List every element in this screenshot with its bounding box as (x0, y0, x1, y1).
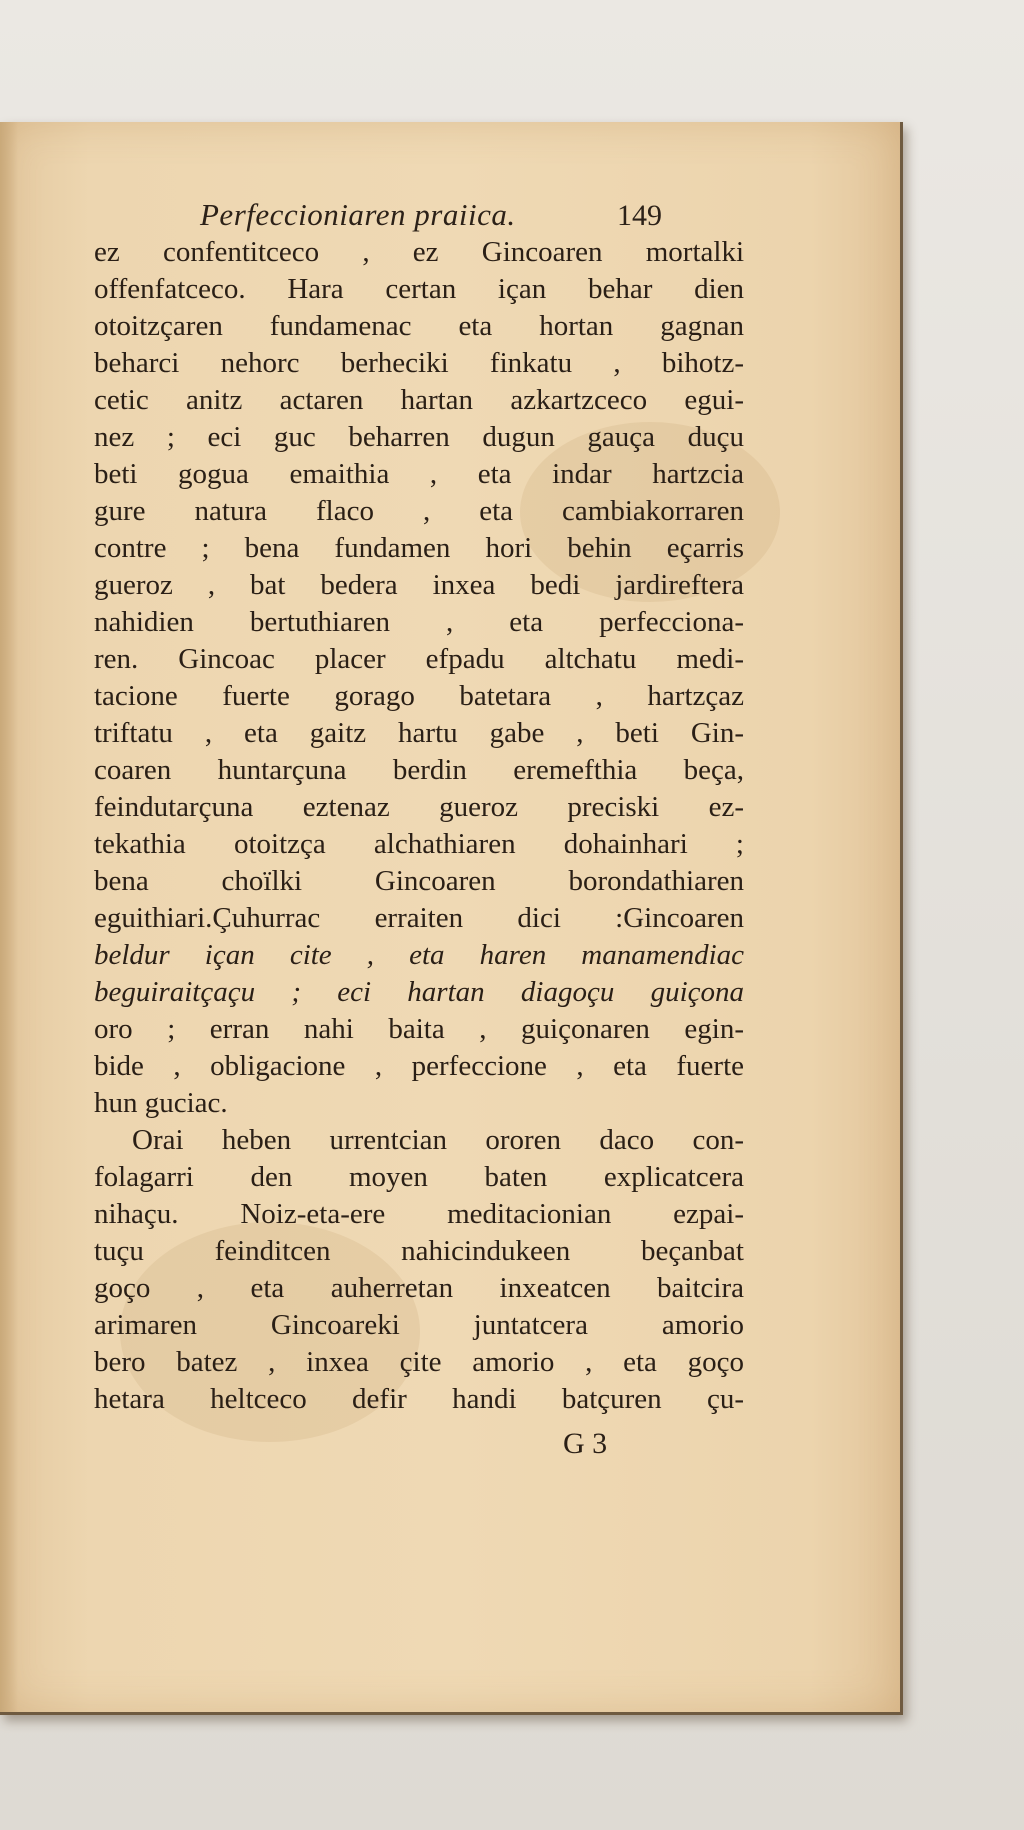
text-line: arimaren Gincoareki juntatcera amorio (94, 1309, 744, 1341)
text-line: bide , obligacione , perfeccione , eta fuerte (94, 1050, 744, 1082)
text-line: contre ; bena fundamen hori behin eçarris (94, 532, 744, 564)
text-line: nahidien bertuthiaren , eta perfecciona- (94, 606, 744, 638)
text-line: beldur içan cite , eta haren manamendiac (94, 939, 744, 971)
text-line: feindutarçuna eztenaz gueroz preciski ez- (94, 791, 744, 823)
text-line: tekathia otoitzça alchathiaren dohainhari ; (94, 828, 744, 860)
text-line: triftatu , eta gaitz hartu gabe , beti Gin- (94, 717, 744, 749)
text-line: gure natura flaco , eta cambiakorraren (94, 495, 744, 527)
text-line: ren. Gincoac placer efpadu altchatu medi- (94, 643, 744, 675)
page-gutter-shadow (0, 122, 18, 1712)
text-line: beharci nehorc berheciki finkatu , bihotz- (94, 347, 744, 379)
text-line: tacione fuerte gorago batetara , hartzçaz (94, 680, 744, 712)
text-line: beguiraitçaçu ; eci hartan diagoçu guiçona (94, 976, 744, 1008)
text-line: otoitzçaren fundamenac eta hortan gagnan (94, 310, 744, 342)
text-line: cetic anitz actaren hartan azkartzceco egui- (94, 384, 744, 416)
text-line: bero batez , inxea çite amorio , eta goço (94, 1346, 744, 1378)
text-line: coaren huntarçuna berdin eremefthia beça, (94, 754, 744, 786)
text-line: ez confentitceco , ez Gincoaren mortalki (94, 236, 744, 268)
body-text (94, 234, 744, 1418)
text-line: offenfatceco. Hara certan içan behar dien (94, 273, 744, 305)
text-line: bena choïlki Gincoaren borondathiaren (94, 865, 744, 897)
text-line: nez ; eci guc beharren dugun gauça duçu (94, 421, 744, 453)
text-line: folagarri den moyen baten explicatcera (94, 1161, 744, 1193)
text-line: goço , eta auherretan inxeatcen baitcira (94, 1272, 744, 1304)
text-line: Orai heben urrentcian ororen daco con- (132, 1124, 744, 1156)
text-line: hun guciac. (94, 1087, 228, 1119)
text-line: beti gogua emaithia , eta indar hartzcia (94, 458, 744, 490)
text-line: nihaçu. Noiz-eta-ere meditacionian ezpai- (94, 1198, 744, 1230)
page-number: 149 (617, 199, 662, 232)
book-page (0, 122, 903, 1715)
text-line: oro ; erran nahi baita , guiçonaren egin- (94, 1013, 744, 1045)
text-line: eguithiari.Çuhurrac erraiten dici :Gincoaren (94, 902, 744, 934)
running-title: Perfeccioniaren praiica. (200, 197, 516, 232)
text-line: hetara heltceco defir handi batçuren çu- (94, 1383, 744, 1415)
text-line: gueroz , bat bedera inxea bedi jardireftera (94, 569, 744, 601)
text-line: tuçu feinditcen nahicindukeen beçanbat (94, 1235, 744, 1267)
signature-mark: G 3 (563, 1427, 608, 1460)
